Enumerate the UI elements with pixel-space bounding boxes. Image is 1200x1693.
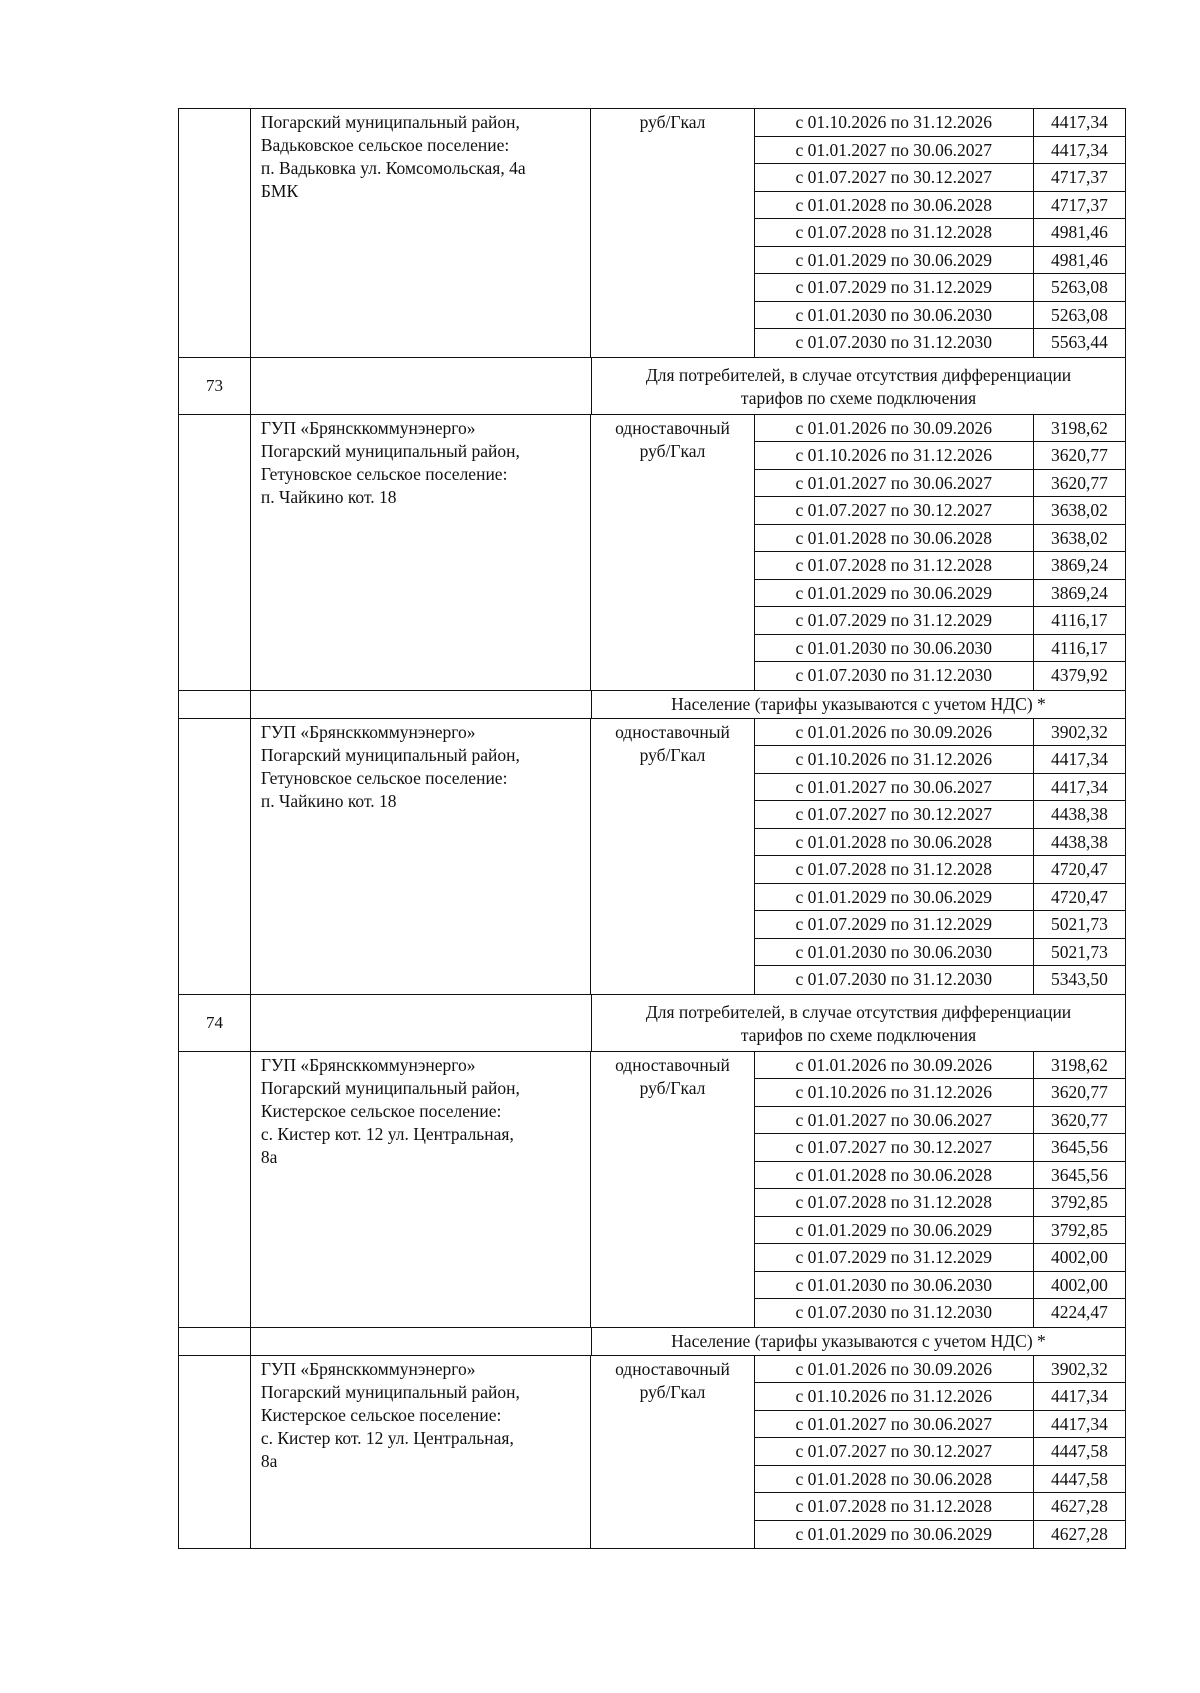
table-row xyxy=(755,1052,1125,1080)
tariff-value-cell: 4116,17 xyxy=(1051,637,1108,658)
section-header-row xyxy=(178,995,1126,1052)
table-row xyxy=(755,137,1125,165)
tariff-value-cell: 4981,46 xyxy=(1050,222,1108,242)
table-row xyxy=(755,719,1125,747)
table-row xyxy=(755,442,1125,470)
organization-line: 8а xyxy=(260,1450,278,1471)
period-cell: с 01.01.2027 по 30.06.2027 xyxy=(755,774,1034,801)
tariff-unit-cell xyxy=(591,415,755,690)
section-header-line: Для потребителей, в случае отсутствия дифференциации xyxy=(645,364,1072,385)
period-cell: с 01.01.2028 по 30.06.2028 xyxy=(755,829,1034,856)
table-row xyxy=(755,1493,1125,1521)
table-row xyxy=(755,1466,1125,1494)
section-header-line: Для потребителей, в случае отсутствия дифференциации xyxy=(645,1001,1072,1022)
tariff-value-cell: 3638,02 xyxy=(1050,500,1108,520)
table-row xyxy=(755,415,1125,443)
organization-line: Погарский муниципальный район, xyxy=(260,1077,520,1098)
organization-cell xyxy=(251,995,592,1051)
tariff-value-cell: 4116,17 xyxy=(1051,610,1108,630)
table-row xyxy=(755,247,1125,275)
tariff-value-cell: 4438,38 xyxy=(1050,831,1108,852)
tariff-value-cell: 4002,00 xyxy=(1050,1247,1108,1267)
table-row xyxy=(755,939,1125,967)
organization-cell xyxy=(251,1328,592,1355)
organization-line: ГУП «Брянсккоммунэнерго» xyxy=(260,417,476,438)
table-row xyxy=(755,911,1125,939)
tariff-value-cell: 3869,24 xyxy=(1050,555,1108,575)
period-cell: с 01.01.2030 по 30.06.2030 xyxy=(755,939,1034,966)
table-row xyxy=(755,774,1125,802)
period-cell: с 01.10.2026 по 31.12.2026 xyxy=(755,1383,1034,1410)
table-row xyxy=(755,1162,1125,1190)
tariff-value-cell: 4417,34 xyxy=(1050,139,1108,160)
period-cell: с 01.01.2030 по 30.06.2030 xyxy=(755,302,1034,329)
tariff-value-cell: 4720,47 xyxy=(1050,886,1108,907)
population-header-text: Население (тарифы указываются с учетом НДС) * xyxy=(671,1330,1046,1351)
tariff-value-cell: 3792,85 xyxy=(1050,1219,1108,1240)
period-cell: с 01.10.2026 по 31.12.2026 xyxy=(755,746,1034,773)
table-row xyxy=(755,801,1125,829)
tariff-value-cell: 5021,73 xyxy=(1050,914,1108,934)
period-cell: с 01.01.2029 по 30.06.2029 xyxy=(755,580,1034,607)
tariff-value-cell: 3869,24 xyxy=(1050,582,1108,603)
tariff-value-cell: 4417,34 xyxy=(1050,749,1108,769)
section-header-row xyxy=(178,358,1126,415)
period-cell: с 01.10.2026 по 31.12.2026 xyxy=(755,109,1034,136)
tariff-value-cell: 3792,85 xyxy=(1050,1192,1108,1212)
organization-line: Гетуновское сельское поселение: xyxy=(260,463,508,484)
tariff-block xyxy=(178,1052,1126,1328)
tariff-value-cell: 5563,44 xyxy=(1050,332,1108,352)
tariff-block xyxy=(178,415,1126,691)
tariff-value-cell: 5263,08 xyxy=(1050,277,1108,297)
population-header-text: Население (тарифы указываются с учетом НДС) * xyxy=(671,693,1046,714)
period-cell: с 01.01.2026 по 30.09.2026 xyxy=(755,1052,1034,1079)
table-row xyxy=(755,1272,1125,1300)
tariff-periods xyxy=(755,1052,1125,1327)
tariff-unit-line: одноставочный xyxy=(615,417,730,438)
section-header-line: тарифов по схеме подключения xyxy=(740,1024,977,1045)
tariff-value-cell: 3620,77 xyxy=(1050,1109,1108,1130)
period-cell: с 01.01.2029 по 30.06.2029 xyxy=(755,247,1034,274)
row-number-cell xyxy=(179,719,251,994)
tariff-value-cell: 5343,50 xyxy=(1050,969,1108,989)
table-row xyxy=(755,662,1125,690)
period-cell: с 01.07.2029 по 31.12.2029 xyxy=(755,607,1034,634)
table-row xyxy=(755,525,1125,553)
organization-line: Погарский муниципальный район, xyxy=(260,112,520,132)
table-row xyxy=(755,829,1125,857)
organization-line: ГУП «Брянсккоммунэнерго» xyxy=(260,721,476,742)
tariff-unit-line: руб/Гкал xyxy=(639,1077,706,1098)
period-cell: с 01.07.2030 по 31.12.2030 xyxy=(755,329,1034,357)
tariff-unit-line: руб/Гкал xyxy=(639,112,706,132)
period-cell: с 01.10.2026 по 31.12.2026 xyxy=(755,442,1034,469)
period-cell: с 01.07.2029 по 31.12.2029 xyxy=(755,1244,1034,1271)
tariff-value-cell: 4224,47 xyxy=(1050,1302,1108,1322)
section-number: 73 xyxy=(179,358,251,414)
tariff-unit-cell xyxy=(591,1052,755,1327)
table-row xyxy=(755,966,1125,994)
tariff-unit-cell xyxy=(591,109,755,357)
organization-line: БМК xyxy=(260,181,299,201)
period-cell: с 01.01.2030 по 30.06.2030 xyxy=(755,635,1034,662)
period-cell: с 01.07.2030 по 31.12.2030 xyxy=(755,662,1034,690)
tariff-value-cell: 4002,00 xyxy=(1050,1274,1108,1295)
tariff-block xyxy=(178,719,1126,995)
period-cell: с 01.01.2026 по 30.09.2026 xyxy=(755,1356,1034,1383)
tariff-unit-line: руб/Гкал xyxy=(639,440,706,461)
tariff-value-cell: 4720,47 xyxy=(1050,859,1108,879)
organization-line: с. Кистер кот. 12 ул. Центральная, xyxy=(260,1427,514,1448)
period-cell: с 01.01.2028 по 30.06.2028 xyxy=(755,192,1034,219)
table-row xyxy=(755,164,1125,192)
organization-line: Погарский муниципальный район, xyxy=(260,1381,520,1402)
organization-cell xyxy=(251,358,592,414)
period-cell: с 01.01.2028 по 30.06.2028 xyxy=(755,1466,1034,1493)
tariff-value-cell: 4717,37 xyxy=(1050,194,1108,215)
tariff-periods xyxy=(755,415,1125,690)
table-row xyxy=(755,1356,1125,1384)
tariff-value-cell: 3198,62 xyxy=(1050,417,1108,438)
row-number-cell xyxy=(179,691,251,718)
tariff-value-cell: 4981,46 xyxy=(1050,249,1108,270)
tariff-value-cell: 3902,32 xyxy=(1050,1358,1108,1379)
tariff-periods xyxy=(755,109,1125,357)
organization-cell xyxy=(251,691,592,718)
tariff-value-cell: 3645,56 xyxy=(1050,1137,1108,1157)
row-number-cell xyxy=(179,415,251,690)
period-cell: с 01.01.2028 по 30.06.2028 xyxy=(755,1162,1034,1189)
period-cell: с 01.07.2028 по 31.12.2028 xyxy=(755,552,1034,579)
tariff-value-cell: 4627,28 xyxy=(1050,1523,1108,1544)
organization-line: ГУП «Брянсккоммунэнерго» xyxy=(260,1358,476,1379)
tariff-periods xyxy=(755,1356,1125,1549)
period-cell: с 01.07.2027 по 30.12.2027 xyxy=(755,1438,1034,1465)
organization-cell xyxy=(251,719,591,994)
table-row xyxy=(755,607,1125,635)
period-cell: с 01.01.2028 по 30.06.2028 xyxy=(755,525,1034,552)
table-row xyxy=(755,1411,1125,1439)
tariff-unit-line: одноставочный xyxy=(615,1358,730,1379)
organization-line: ГУП «Брянсккоммунэнерго» xyxy=(260,1054,476,1075)
period-cell: с 01.07.2027 по 30.12.2027 xyxy=(755,1134,1034,1161)
period-cell: с 01.01.2026 по 30.09.2026 xyxy=(755,415,1034,442)
row-number-cell xyxy=(179,1328,251,1355)
period-cell: с 01.01.2029 по 30.06.2029 xyxy=(755,1521,1034,1549)
table-row xyxy=(755,329,1125,357)
table-row xyxy=(755,1217,1125,1245)
table-row xyxy=(755,219,1125,247)
table-row xyxy=(755,192,1125,220)
tariff-block xyxy=(178,1356,1126,1550)
tariff-periods xyxy=(755,719,1125,994)
table-row xyxy=(755,1244,1125,1272)
tariff-block xyxy=(178,108,1126,358)
organization-line: Кистерское сельское поселение: xyxy=(260,1404,502,1425)
section-number: 74 xyxy=(179,995,251,1051)
tariff-value-cell: 3645,56 xyxy=(1050,1164,1108,1185)
organization-cell xyxy=(251,109,591,357)
period-cell: с 01.01.2029 по 30.06.2029 xyxy=(755,1217,1034,1244)
table-row xyxy=(755,635,1125,663)
table-row xyxy=(755,1438,1125,1466)
period-cell: с 01.07.2028 по 31.12.2028 xyxy=(755,219,1034,246)
period-cell: с 01.10.2026 по 31.12.2026 xyxy=(755,1079,1034,1106)
period-cell: с 01.01.2027 по 30.06.2027 xyxy=(755,1411,1034,1438)
period-cell: с 01.01.2029 по 30.06.2029 xyxy=(755,884,1034,911)
organization-line: 8а xyxy=(260,1146,278,1167)
tariff-value-cell: 3620,77 xyxy=(1050,472,1108,493)
table-row xyxy=(755,109,1125,137)
tariff-value-cell: 4627,28 xyxy=(1050,1496,1108,1516)
organization-line: Вадьковское сельское поселение: xyxy=(260,135,510,155)
tariff-value-cell: 4417,34 xyxy=(1050,1413,1108,1434)
tariff-value-cell: 3902,32 xyxy=(1050,721,1108,742)
table-row xyxy=(755,302,1125,330)
period-cell: с 01.07.2028 по 31.12.2028 xyxy=(755,1189,1034,1216)
period-cell: с 01.07.2030 по 31.12.2030 xyxy=(755,1299,1034,1327)
table-row xyxy=(755,1299,1125,1327)
table-row xyxy=(755,1134,1125,1162)
tariff-value-cell: 4379,92 xyxy=(1050,665,1108,685)
tariff-table xyxy=(178,108,1126,1549)
organization-line: с. Кистер кот. 12 ул. Центральная, xyxy=(260,1123,514,1144)
period-cell: с 01.01.2027 по 30.06.2027 xyxy=(755,470,1034,497)
row-number-cell xyxy=(179,1052,251,1327)
population-header-row xyxy=(178,1328,1126,1356)
organization-cell xyxy=(251,1356,591,1549)
organization-line: п. Чайкино кот. 18 xyxy=(260,790,397,811)
tariff-value-cell: 4417,34 xyxy=(1050,1386,1108,1406)
period-cell: с 01.01.2027 по 30.06.2027 xyxy=(755,1107,1034,1134)
table-row xyxy=(755,1383,1125,1411)
table-row xyxy=(755,580,1125,608)
tariff-value-cell: 3638,02 xyxy=(1050,527,1108,548)
period-cell: с 01.01.2030 по 30.06.2030 xyxy=(755,1272,1034,1299)
section-header-text xyxy=(592,995,1125,1051)
period-cell: с 01.07.2027 по 30.12.2027 xyxy=(755,801,1034,828)
population-header-row xyxy=(178,691,1126,719)
period-cell: с 01.07.2028 по 31.12.2028 xyxy=(755,856,1034,883)
organization-line: Кистерское сельское поселение: xyxy=(260,1100,502,1121)
tariff-value-cell: 3620,77 xyxy=(1050,1082,1108,1102)
table-row xyxy=(755,1189,1125,1217)
tariff-value-cell: 5263,08 xyxy=(1050,304,1108,325)
organization-line: п. Чайкино кот. 18 xyxy=(260,486,397,507)
organization-line: Гетуновское сельское поселение: xyxy=(260,767,508,788)
tariff-value-cell: 4447,58 xyxy=(1050,1441,1108,1461)
section-header-text xyxy=(592,358,1125,414)
table-row xyxy=(755,1107,1125,1135)
period-cell: с 01.01.2027 по 30.06.2027 xyxy=(755,137,1034,164)
table-row xyxy=(755,552,1125,580)
tariff-unit-line: руб/Гкал xyxy=(639,744,706,765)
tariff-value-cell: 5021,73 xyxy=(1050,941,1108,962)
tariff-unit-line: одноставочный xyxy=(615,721,730,742)
table-row xyxy=(755,884,1125,912)
table-row xyxy=(755,856,1125,884)
table-row xyxy=(755,746,1125,774)
period-cell: с 01.07.2030 по 31.12.2030 xyxy=(755,966,1034,994)
organization-line: Погарский муниципальный район, xyxy=(260,744,520,765)
table-row xyxy=(755,497,1125,525)
tariff-value-cell: 4447,58 xyxy=(1050,1468,1108,1489)
period-cell: с 01.07.2027 по 30.12.2027 xyxy=(755,497,1034,524)
tariff-value-cell: 4438,38 xyxy=(1050,804,1108,824)
organization-line: п. Вадьковка ул. Комсомольская, 4а xyxy=(260,158,526,178)
table-row xyxy=(755,1079,1125,1107)
tariff-value-cell: 3198,62 xyxy=(1050,1054,1108,1075)
table-row xyxy=(755,1521,1125,1549)
tariff-value-cell: 4417,34 xyxy=(1050,112,1108,132)
tariff-unit-cell xyxy=(591,719,755,994)
tariff-value-cell: 4417,34 xyxy=(1050,776,1108,797)
organization-cell xyxy=(251,415,591,690)
tariff-unit-line: одноставочный xyxy=(615,1054,730,1075)
period-cell: с 01.07.2027 по 30.12.2027 xyxy=(755,164,1034,191)
row-number-cell xyxy=(179,1356,251,1549)
table-row xyxy=(755,470,1125,498)
organization-cell xyxy=(251,1052,591,1327)
tariff-value-cell: 4717,37 xyxy=(1050,167,1108,187)
period-cell: с 01.07.2029 по 31.12.2029 xyxy=(755,274,1034,301)
section-header-line: тарифов по схеме подключения xyxy=(740,387,977,408)
period-cell: с 01.07.2028 по 31.12.2028 xyxy=(755,1493,1034,1520)
tariff-unit-cell xyxy=(591,1356,755,1549)
organization-line: Погарский муниципальный район, xyxy=(260,440,520,461)
tariff-value-cell: 3620,77 xyxy=(1050,445,1108,465)
row-number-cell xyxy=(179,109,251,357)
table-row xyxy=(755,274,1125,302)
period-cell: с 01.01.2026 по 30.09.2026 xyxy=(755,719,1034,746)
tariff-unit-line: руб/Гкал xyxy=(639,1381,706,1402)
period-cell: с 01.07.2029 по 31.12.2029 xyxy=(755,911,1034,938)
